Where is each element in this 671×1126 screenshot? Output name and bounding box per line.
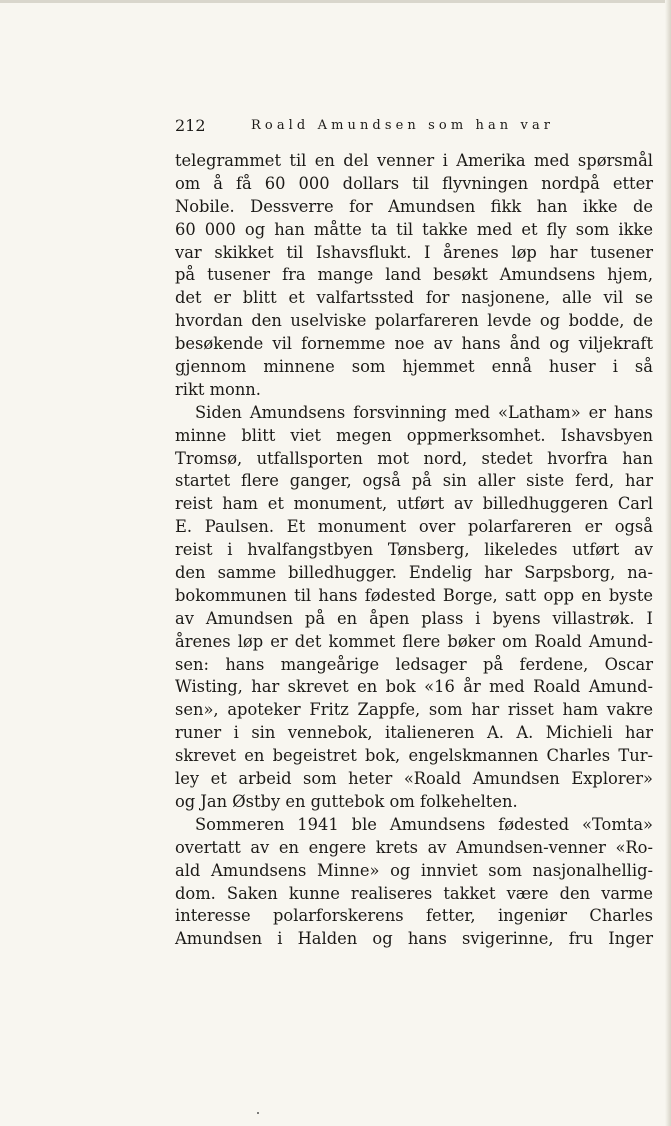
text-line: sen», apoteker Fritz Zappfe, som har risset ham vakre (175, 700, 653, 720)
text-line: og Jan Østby en guttebok om folkehelten. (175, 791, 518, 811)
text-line: på tusener fra mange land besøkt Amundsens hjem, (175, 265, 653, 285)
text-line: interesse polarforskerens fetter, ingeniør Charles (175, 906, 653, 926)
page-right-edge (665, 0, 671, 1126)
text-line: årenes løp er det kommet flere bøker om Roald Amund- (175, 631, 653, 651)
text-line: den samme billedhugger. Endelig har Sarpsborg, na- (175, 563, 653, 583)
page-top-edge (0, 0, 671, 3)
text-line: reist i hvalfangstbyen Tønsberg, likeledes utført av (175, 540, 653, 560)
text-line: 60 000 og han måtte ta til takke med et fly som ikke (175, 219, 653, 239)
text-line: Siden Amundsens forsvinning med «Latham» er hans (195, 402, 653, 422)
text-line: telegrammet til en del venner i Amerika med spørsmål (175, 151, 653, 170)
text-line: Amundsen i Halden og hans svigerinne, fru Inger (175, 929, 653, 949)
text-line: gjennom minnene som hjemmet ennå huser i så (175, 357, 653, 377)
text-line: besøkende vil fornemme noe av hans ånd og viljekraft (175, 334, 653, 354)
text-line: startet flere ganger, også på sin aller siste ferd, har (175, 471, 653, 491)
print-speck (257, 1112, 259, 1114)
text-line: E. Paulsen. Et monument over polarfareren er også (175, 517, 653, 537)
page-header (175, 116, 655, 138)
text-line: minne blitt viet megen oppmerksomhet. Ishavsbyen (175, 425, 653, 445)
text-line: reist ham et monument, utført av billedhuggeren Carl (175, 494, 653, 514)
text-line: dom. Saken kunne realiseres takket være den varme (175, 883, 653, 903)
text-line: runer i sin vennebok, italieneren A. A. Michieli har (175, 723, 653, 743)
running-head: Roald Amundsen som han var (251, 118, 555, 133)
text-line: av Amundsen på en åpen plass i byens villastrøk. I (175, 608, 653, 628)
body-text (175, 150, 653, 951)
page-number: 212 (175, 116, 206, 135)
text-line: ald Amundsens Minne» og innviet som nasjonalhellig- (175, 860, 653, 880)
text-line: Sommeren 1941 ble Amundsens fødested «Tomta» (195, 814, 653, 834)
text-line: Nobile. Dessverre for Amundsen fikk han ikke de (175, 196, 653, 216)
text-line: sen: hans mangeårige ledsager på ferdene, Oscar (175, 654, 653, 674)
text-line: hvordan den uselviske polarfareren levde og bodde, de (175, 311, 653, 331)
text-line: rikt monn. (175, 379, 261, 399)
text-line: bokommunen til hans fødested Borge, satt opp en byste (175, 585, 653, 605)
text-line: skrevet en begeistret bok, engelskmannen Charles Tur- (175, 746, 653, 766)
text-line: overtatt av en engere krets av Amundsen-venner «Ro- (175, 837, 653, 857)
text-line: Tromsø, utfallsporten mot nord, stedet hvorfra han (175, 448, 653, 468)
text-line: Wisting, har skrevet en bok «16 år med Roald Amund- (175, 677, 653, 697)
text-line: om å få 60 000 dollars til flyvningen nordpå etter (175, 173, 653, 193)
text-line: var skikket til Ishavsflukt. I årenes løp har tusener (175, 242, 653, 262)
text-line: det er blitt et valfartssted for nasjonene, alle vil se (175, 288, 653, 308)
text-line: ley et arbeid som heter «Roald Amundsen Explorer» (175, 769, 653, 789)
